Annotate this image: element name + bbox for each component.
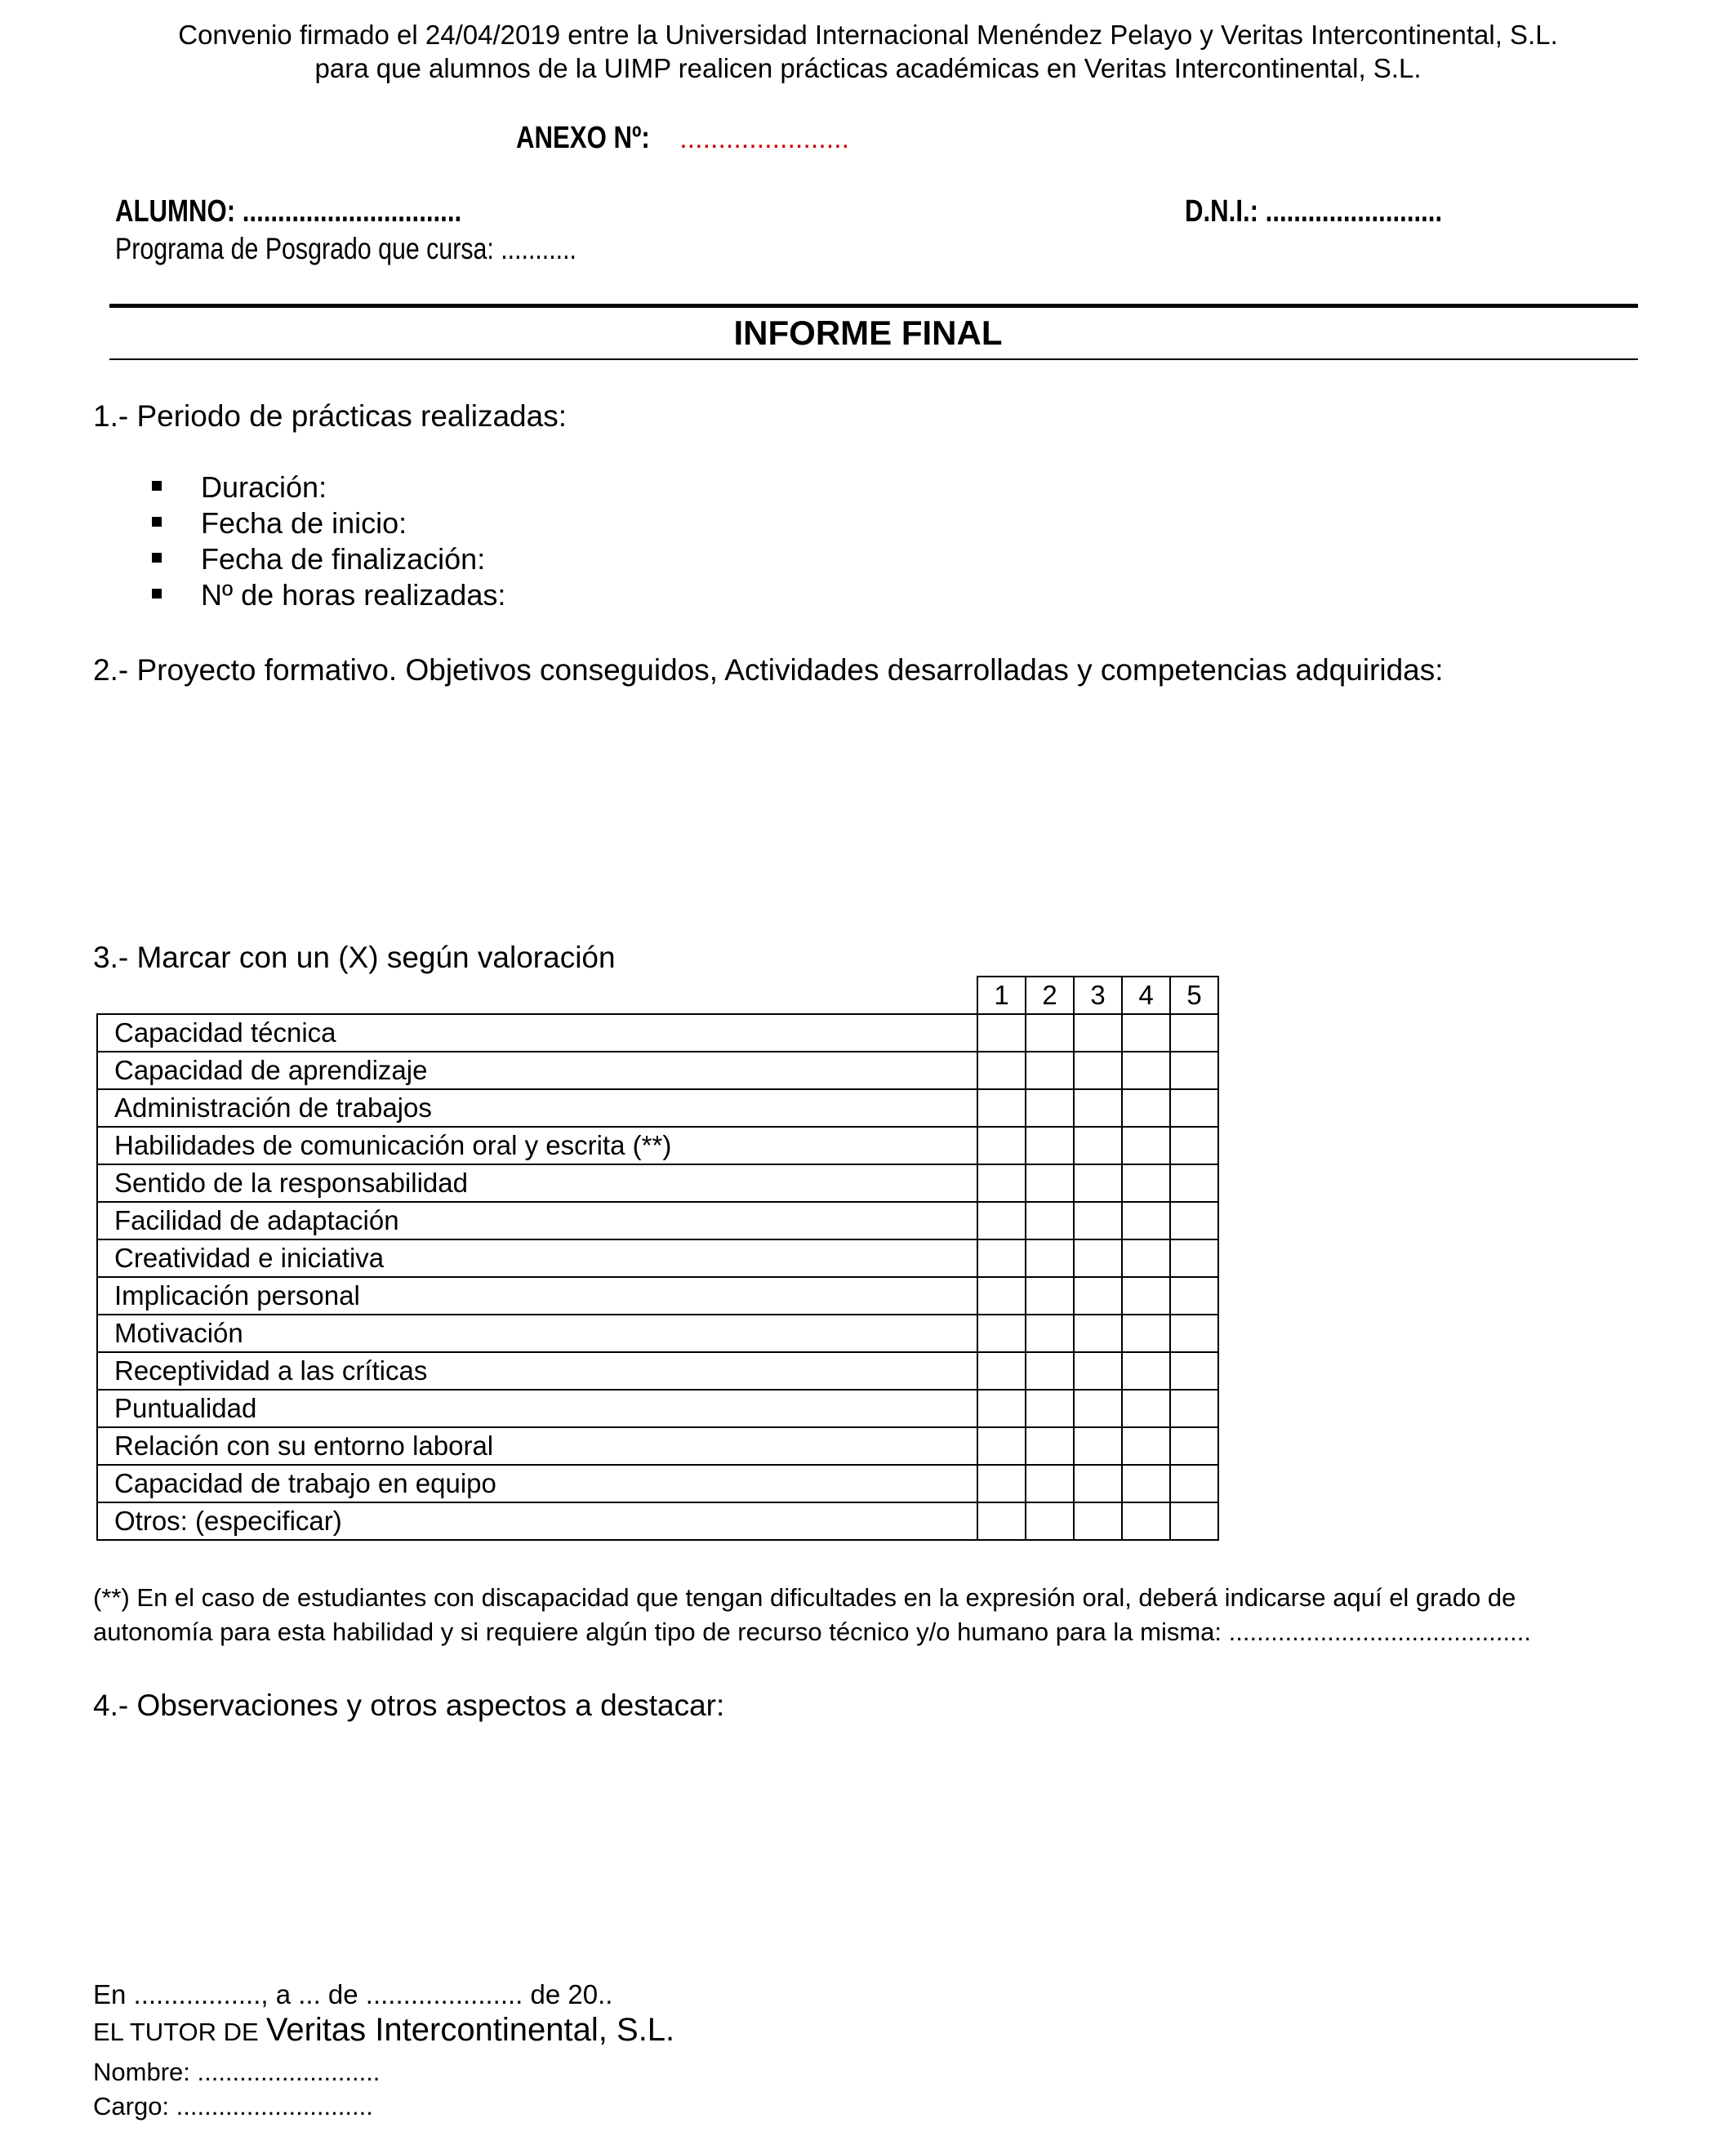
rating-checkbox-5[interactable] <box>1170 1352 1218 1390</box>
tutor-line <box>93 2012 674 2049</box>
table-row <box>97 1352 1218 1390</box>
tutor-prefix: EL TUTOR DE <box>93 2018 259 2046</box>
rating-checkbox-2[interactable] <box>1026 1352 1074 1390</box>
criterion-label: Habilidades de comunicación oral y escrita (**) <box>97 1127 977 1164</box>
section-2-answer-area[interactable] <box>93 702 1628 931</box>
rating-checkbox-2[interactable] <box>1026 1202 1074 1239</box>
hours-label: Nº de horas realizadas: <box>201 578 506 612</box>
rating-checkbox-5[interactable] <box>1170 1465 1218 1502</box>
rating-checkbox-1[interactable] <box>977 1390 1026 1427</box>
scale-2-header: 2 <box>1026 977 1074 1014</box>
list-item <box>152 578 505 612</box>
rating-checkbox-1[interactable] <box>977 1465 1026 1502</box>
rating-checkbox-4[interactable] <box>1122 1127 1170 1164</box>
rating-checkbox-4[interactable] <box>1122 1164 1170 1202</box>
table-row <box>97 1014 1218 1052</box>
bullet-icon <box>152 517 162 527</box>
rating-checkbox-3[interactable] <box>1074 1277 1122 1315</box>
rating-checkbox-3[interactable] <box>1074 1390 1122 1427</box>
rating-checkbox-1[interactable] <box>977 1352 1026 1390</box>
rating-checkbox-5[interactable] <box>1170 1052 1218 1089</box>
table-row <box>97 1164 1218 1202</box>
rating-checkbox-2[interactable] <box>1026 1427 1074 1465</box>
student-name-field[interactable]: ALUMNO: ............................... <box>115 194 462 229</box>
rating-scale-row <box>97 977 1218 1014</box>
place-date-field[interactable]: En ................., a ... de ..................... de 20.. <box>93 1979 613 2009</box>
rating-checkbox-1[interactable] <box>977 1202 1026 1239</box>
agreement-header-line-1: Convenio firmado el 24/04/2019 entre la Universidad Internacional Menéndez Pelayo y Veritas Intercontinental, S.L. <box>178 20 1558 50</box>
disability-note-line-2: autonomía para esta habilidad y si requiere algún tipo de recurso técnico y/o humano para la misma: ........................................... <box>93 1618 1531 1646</box>
rating-checkbox-5[interactable] <box>1170 1239 1218 1277</box>
criterion-label: Implicación personal <box>97 1277 977 1315</box>
rating-checkbox-5[interactable] <box>1170 1315 1218 1352</box>
rating-checkbox-1[interactable] <box>977 1127 1026 1164</box>
table-row <box>97 1502 1218 1540</box>
section-4-heading: 4.- Observaciones y otros aspectos a destacar: <box>93 1689 725 1722</box>
disability-note-line-1: (**) En el caso de estudiantes con discapacidad que tengan dificultades en la expresión oral, deberá indicarse aquí el grado de <box>93 1583 1516 1612</box>
table-row <box>97 1390 1218 1427</box>
rating-checkbox-2[interactable] <box>1026 1127 1074 1164</box>
rating-checkbox-5[interactable] <box>1170 1164 1218 1202</box>
list-item <box>152 506 407 541</box>
section-1-heading: 1.- Periodo de prácticas realizadas: <box>93 399 567 433</box>
agreement-header-line-2: para que alumnos de la UIMP realicen prácticas académicas en Veritas Intercontinental, S.L. <box>314 53 1422 83</box>
rating-checkbox-1[interactable] <box>977 1315 1026 1352</box>
rating-checkbox-2[interactable] <box>1026 1014 1074 1052</box>
bullet-icon <box>152 481 162 491</box>
bullet-icon <box>152 589 162 599</box>
rating-checkbox-3[interactable] <box>1074 1202 1122 1239</box>
scale-3-header: 3 <box>1074 977 1122 1014</box>
table-row <box>97 1427 1218 1465</box>
scale-5-header: 5 <box>1170 977 1218 1014</box>
end-date-label: Fecha de finalización: <box>201 542 486 576</box>
rating-checkbox-2[interactable] <box>1026 1089 1074 1127</box>
rating-checkbox-5[interactable] <box>1170 1127 1218 1164</box>
criterion-label: Motivación <box>97 1315 977 1352</box>
criterion-label: Relación con su entorno laboral <box>97 1427 977 1465</box>
rating-checkbox-3[interactable] <box>1074 1052 1122 1089</box>
rating-header-blank <box>97 977 977 1014</box>
rating-checkbox-1[interactable] <box>977 1014 1026 1052</box>
rating-checkbox-2[interactable] <box>1026 1465 1074 1502</box>
table-row <box>97 1465 1218 1502</box>
rating-checkbox-4[interactable] <box>1122 1089 1170 1127</box>
title-top-rule <box>109 304 1638 308</box>
section-3-heading: 3.- Marcar con un (X) según valoración <box>93 941 616 974</box>
postgraduate-program-field[interactable]: Programa de Posgrado que cursa: ........... <box>115 232 576 265</box>
annex-number-field[interactable]: ...................... <box>679 123 850 154</box>
rating-criteria-body <box>97 1014 1218 1540</box>
tutor-company: Veritas Intercontinental, S.L. <box>265 2012 675 2048</box>
rating-checkbox-5[interactable] <box>1170 1202 1218 1239</box>
rating-checkbox-2[interactable] <box>1026 1052 1074 1089</box>
section-2-heading: 2.- Proyecto formativo. Objetivos conseguidos, Actividades desarrolladas y competencias adquiridas: <box>93 653 1444 687</box>
rating-checkbox-3[interactable] <box>1074 1239 1122 1277</box>
criterion-label: Sentido de la responsabilidad <box>97 1164 977 1202</box>
rating-checkbox-4[interactable] <box>1122 1315 1170 1352</box>
criterion-label: Facilidad de adaptación <box>97 1202 977 1239</box>
table-row <box>97 1315 1218 1352</box>
tutor-position-field[interactable]: Cargo: ............................ <box>93 2092 373 2120</box>
list-item <box>152 470 327 505</box>
criterion-label: Creatividad e iniciativa <box>97 1239 977 1277</box>
rating-checkbox-2[interactable] <box>1026 1390 1074 1427</box>
rating-checkbox-1[interactable] <box>977 1427 1026 1465</box>
criterion-label: Capacidad de aprendizaje <box>97 1052 977 1089</box>
rating-checkbox-3[interactable] <box>1074 1465 1122 1502</box>
rating-checkbox-2[interactable] <box>1026 1502 1074 1540</box>
tutor-name-field[interactable]: Nombre: .......................... <box>93 2058 381 2086</box>
rating-checkbox-5[interactable] <box>1170 1427 1218 1465</box>
rating-checkbox-1[interactable] <box>977 1089 1026 1127</box>
table-row <box>97 1202 1218 1239</box>
rating-checkbox-5[interactable] <box>1170 1502 1218 1540</box>
rating-checkbox-4[interactable] <box>1122 1202 1170 1239</box>
annex-row <box>516 121 849 156</box>
rating-checkbox-4[interactable] <box>1122 1014 1170 1052</box>
criterion-label: Capacidad de trabajo en equipo <box>97 1465 977 1502</box>
rating-checkbox-2[interactable] <box>1026 1315 1074 1352</box>
criterion-label: Otros: (especificar) <box>97 1502 977 1540</box>
table-row <box>97 1239 1218 1277</box>
table-row <box>97 1277 1218 1315</box>
start-date-label: Fecha de inicio: <box>201 506 407 540</box>
title-bottom-rule <box>109 358 1638 360</box>
report-title: INFORME FINAL <box>733 314 1003 352</box>
criterion-label: Puntualidad <box>97 1390 977 1427</box>
rating-checkbox-3[interactable] <box>1074 1427 1122 1465</box>
scale-4-header: 4 <box>1122 977 1170 1014</box>
rating-checkbox-5[interactable] <box>1170 1089 1218 1127</box>
rating-checkbox-3[interactable] <box>1074 1089 1122 1127</box>
section-4-answer-area[interactable] <box>93 1739 1628 1960</box>
rating-checkbox-4[interactable] <box>1122 1502 1170 1540</box>
rating-checkbox-4[interactable] <box>1122 1390 1170 1427</box>
rating-checkbox-2[interactable] <box>1026 1239 1074 1277</box>
table-row <box>97 1089 1218 1127</box>
rating-checkbox-4[interactable] <box>1122 1239 1170 1277</box>
duration-label: Duración: <box>201 470 327 504</box>
criterion-label: Capacidad técnica <box>97 1014 977 1052</box>
rating-checkbox-1[interactable] <box>977 1164 1026 1202</box>
criterion-label: Receptividad a las críticas <box>97 1352 977 1390</box>
rating-checkbox-4[interactable] <box>1122 1465 1170 1502</box>
bullet-icon <box>152 553 162 563</box>
rating-checkbox-2[interactable] <box>1026 1164 1074 1202</box>
rating-checkbox-4[interactable] <box>1122 1352 1170 1390</box>
rating-checkbox-4[interactable] <box>1122 1427 1170 1465</box>
rating-checkbox-5[interactable] <box>1170 1390 1218 1427</box>
rating-checkbox-3[interactable] <box>1074 1127 1122 1164</box>
rating-checkbox-3[interactable] <box>1074 1502 1122 1540</box>
list-item <box>152 542 485 576</box>
rating-checkbox-3[interactable] <box>1074 1352 1122 1390</box>
annex-label: ANEXO Nº: <box>516 121 650 155</box>
rating-checkbox-3[interactable] <box>1074 1164 1122 1202</box>
rating-checkbox-3[interactable] <box>1074 1315 1122 1352</box>
rating-checkbox-4[interactable] <box>1122 1277 1170 1315</box>
table-row <box>97 1052 1218 1089</box>
scale-1-header: 1 <box>977 977 1026 1014</box>
rating-checkbox-2[interactable] <box>1026 1277 1074 1315</box>
rating-checkbox-5[interactable] <box>1170 1014 1218 1052</box>
dni-field[interactable]: D.N.I.: ......................... <box>1185 194 1443 229</box>
rating-checkbox-1[interactable] <box>977 1277 1026 1315</box>
rating-checkbox-1[interactable] <box>977 1052 1026 1089</box>
rating-checkbox-1[interactable] <box>977 1239 1026 1277</box>
rating-checkbox-4[interactable] <box>1122 1052 1170 1089</box>
rating-checkbox-3[interactable] <box>1074 1014 1122 1052</box>
table-row <box>97 1127 1218 1164</box>
criterion-label: Administración de trabajos <box>97 1089 977 1127</box>
rating-table <box>96 976 1219 1541</box>
rating-checkbox-5[interactable] <box>1170 1277 1218 1315</box>
rating-checkbox-1[interactable] <box>977 1502 1026 1540</box>
